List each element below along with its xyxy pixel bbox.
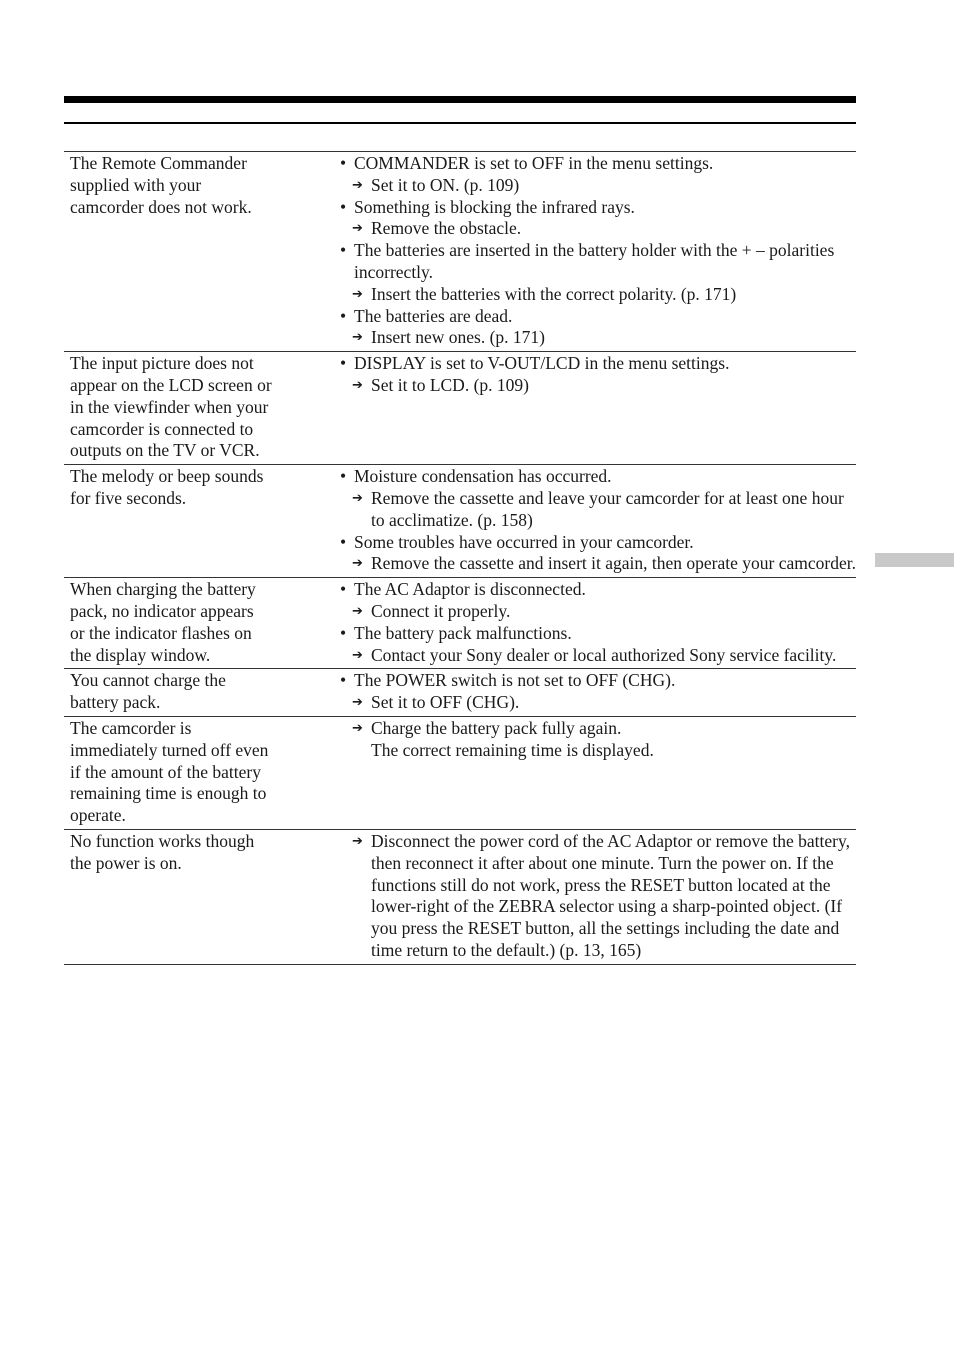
cause-text: Something is blocking the infrared rays. <box>354 196 635 217</box>
section-side-tab <box>875 553 954 567</box>
arrow-right-icon: ➔ <box>352 720 363 736</box>
remedy-text: Connect it properly. <box>371 600 511 621</box>
cause-text: Moisture condensation has occurred. <box>354 466 612 487</box>
bullet-icon: • <box>340 531 347 552</box>
troubleshooting-table <box>64 151 856 965</box>
remedy-text: Set it to LCD. (p. 109) <box>371 374 529 395</box>
cause-item <box>340 153 856 175</box>
bullet-icon: • <box>340 670 347 691</box>
symptom-cell: When charging the battery pack, no indicator appears or the indicator flashes on the display window. <box>70 579 256 665</box>
arrow-right-icon: ➔ <box>352 695 363 711</box>
symptom-cell: The input picture does not appear on the LCD screen or in the viewfinder when your camcorder is connected to outputs on the TV or VCR. <box>70 353 272 461</box>
remedy-text: Insert new ones. (p. 171) <box>371 327 545 348</box>
remedy-text: The correct remaining time is displayed. <box>371 739 654 760</box>
remedy-item <box>340 488 856 532</box>
remedy-item <box>340 692 856 714</box>
bullet-icon: • <box>340 240 347 261</box>
remedy-text: Charge the battery pack fully again. <box>371 717 622 738</box>
arrow-right-icon: ➔ <box>352 647 363 663</box>
cause-remedy-cell <box>308 153 856 349</box>
cause-remedy-cell <box>308 670 856 714</box>
cause-item <box>340 353 856 375</box>
table-row <box>64 152 856 352</box>
table-row <box>64 669 856 717</box>
cause-text: The batteries are inserted in the battery holder with the + – polarities incorrectly. <box>354 240 835 282</box>
remedy-item <box>340 831 856 962</box>
arrow-right-icon: ➔ <box>352 177 363 193</box>
cause-item <box>340 670 856 692</box>
cause-item <box>340 579 856 601</box>
remedy-item <box>340 375 856 397</box>
remedy-item <box>340 218 856 240</box>
arrow-right-icon: ➔ <box>352 833 363 849</box>
cause-remedy-cell <box>308 831 856 962</box>
cause-remedy-cell <box>308 718 856 827</box>
arrow-right-icon: ➔ <box>352 286 363 302</box>
remedy-item <box>340 718 856 740</box>
cause-text: The batteries are dead. <box>354 305 513 326</box>
remedy-item <box>340 175 856 197</box>
remedy-text: Set it to OFF (CHG). <box>371 692 520 713</box>
cause-text: The battery pack malfunctions. <box>354 622 572 643</box>
symptom-cell: You cannot charge the battery pack. <box>70 670 226 713</box>
remedy-item <box>340 553 856 575</box>
remedy-item <box>340 601 856 623</box>
arrow-right-icon: ➔ <box>352 221 363 237</box>
remedy-text: Contact your Sony dealer or local authorized Sony service facility. <box>371 644 837 665</box>
cause-item <box>340 306 856 328</box>
cause-text: The AC Adaptor is disconnected. <box>354 579 586 600</box>
cause-item <box>340 197 856 219</box>
remedy-text: Insert the batteries with the correct polarity. (p. 171) <box>371 283 737 304</box>
cause-item <box>340 240 856 284</box>
cause-remedy-cell <box>308 353 856 462</box>
bullet-icon: • <box>340 622 347 643</box>
arrow-right-icon: ➔ <box>352 603 363 619</box>
symptom-cell: The Remote Commander supplied with your camcorder does not work. <box>70 153 252 217</box>
table-row <box>64 830 856 965</box>
remedy-item <box>340 284 856 306</box>
table-row <box>64 578 856 669</box>
table-row <box>64 465 856 578</box>
bullet-icon: • <box>340 579 347 600</box>
remedy-text: Remove the cassette and leave your camcorder for at least one hour to acclimatize. (p. 158) <box>371 487 844 530</box>
symptom-cell: The camcorder is immediately turned off even if the amount of the battery remaining time is enough to operate. <box>70 717 269 826</box>
cause-item <box>340 623 856 645</box>
symptom-cell: No function works though the power is on. <box>70 830 255 873</box>
cause-text: Some troubles have occurred in your camcorder. <box>354 531 694 552</box>
arrow-right-icon: ➔ <box>352 556 363 572</box>
cause-text: COMMANDER is set to OFF in the menu settings. <box>354 153 714 173</box>
cause-remedy-cell <box>308 579 856 666</box>
remedy-text: Disconnect the power cord of the AC Adaptor or remove the battery, then reconnect it after about one minute. Turn the power on. If the functions still do not work, press the RESET button located at the lower-right of the ZEBRA selector using a sharp-pointed object. (If you press the RESET button, all the settings including the date and time return to the default.) (p. 13, 165) <box>371 830 850 960</box>
remedy-item <box>340 327 856 349</box>
cause-text: DISPLAY is set to V-OUT/LCD in the menu settings. <box>354 353 730 374</box>
bullet-icon: • <box>340 353 347 374</box>
symptom-cell: The melody or beep sounds for five seconds. <box>70 466 264 508</box>
table-row <box>64 352 856 465</box>
arrow-right-icon: ➔ <box>352 330 363 346</box>
remedy-text: Set it to ON. (p. 109) <box>371 174 520 195</box>
arrow-right-icon: ➔ <box>352 490 363 506</box>
bullet-icon: • <box>340 466 347 487</box>
remedy-text: Remove the cassette and insert it again, then operate your camcorder. <box>371 553 856 574</box>
table-row <box>64 717 856 830</box>
remedy-item <box>340 645 856 667</box>
bullet-icon: • <box>340 153 347 173</box>
cause-item <box>340 466 856 488</box>
bullet-icon: • <box>340 305 347 326</box>
cause-text: The POWER switch is not set to OFF (CHG). <box>354 670 676 691</box>
cause-item <box>340 532 856 554</box>
header-rule-thick <box>64 96 856 103</box>
remedy-text: Remove the obstacle. <box>371 218 522 239</box>
bullet-icon: • <box>340 196 347 217</box>
arrow-right-icon: ➔ <box>352 377 363 393</box>
header-rule-thin <box>64 122 856 124</box>
cause-remedy-cell <box>308 466 856 575</box>
remedy-note <box>340 740 856 762</box>
